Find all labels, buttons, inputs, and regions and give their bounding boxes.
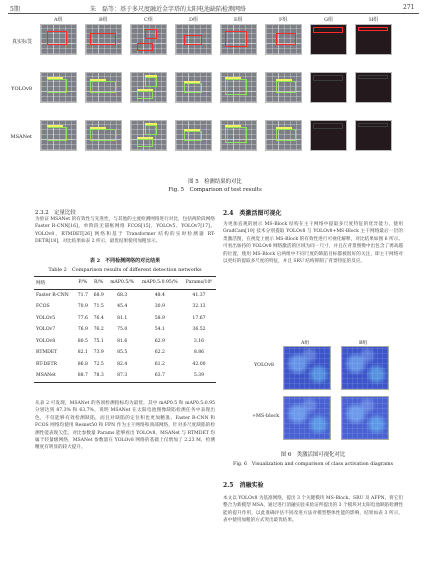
ground-truth-box	[47, 31, 67, 45]
detection-tag	[145, 75, 157, 77]
table-cell: YOLOv5	[36, 315, 56, 321]
table-cell: 87.3	[117, 373, 128, 379]
figure-5-caption-en: Fig. 5 Comparison of test results	[168, 187, 262, 193]
figure-5-caption-cn: 图 5 检测结果的对比	[188, 179, 242, 185]
comparison-table	[34, 276, 216, 383]
table-header-cell: R/%	[94, 280, 104, 286]
table-cell: 75.1	[93, 338, 104, 344]
result-cell-msanet-a	[40, 120, 77, 151]
section-2-3-2-analysis: 从表 2 可发现，MSANet 的各项检测指标均为最优，其中 mAP0.5 和 mAP0.5:0.95 分别达到 87.3% 和 63.7%，说明 MSANet 在太阳电池图像缺陷检测任务中表现出色，不仅能够有效检测缺陷，而且对缺陷的定位积也更加精准。Faster R-CNN 和 FCOS 网络均使用 Resnet50 和 FPN 作为主干网络和颈部网络，针对多尺度缺陷的检测性能表现欠佳。对比参数量 Params 能够看出 YOLOv8、MSANet 与 RTMDET 均属于轻量级网络，MSANet 参数量在 YOLOv8 网络的基础上仅增加了 2.23 M，检测精度有明显的较大提升。	[35, 401, 215, 451]
result-cell-yolov8-b	[85, 72, 122, 103]
header-rule	[8, 13, 419, 14]
table-cell: 71.5	[93, 304, 104, 310]
table-cell: 41.37	[192, 292, 206, 298]
result-cell-msanet-d	[175, 120, 212, 151]
result-cell-yolov8-c	[130, 72, 167, 103]
table-cell: 81.6	[117, 338, 128, 344]
page-number: 271	[403, 4, 415, 11]
result-cell-truth-a	[40, 24, 77, 55]
table-cell: 68.9	[93, 292, 104, 298]
detection-tag	[90, 127, 106, 129]
result-cell-msanet-h	[355, 120, 392, 151]
table-cell: 30.9	[154, 304, 165, 310]
detection-tag	[137, 89, 153, 91]
row-label-yolov8: YOLOv8	[11, 86, 32, 92]
detection-box	[225, 79, 247, 95]
figure-6-caption-cn: 图 6 类激活图可视化对比	[280, 452, 346, 458]
table-cell: FCOS	[36, 304, 50, 310]
table-cell: 78.3	[93, 373, 104, 379]
figure-6-row-yolov8: YOLOv8	[254, 363, 274, 368]
ground-truth-box	[358, 27, 388, 31]
detection-box	[276, 129, 296, 141]
result-cell-truth-c	[130, 24, 167, 55]
detection-box	[145, 125, 157, 135]
detection-box	[137, 139, 153, 147]
detection-box	[184, 83, 202, 93]
table-cell: 70.9	[77, 304, 88, 310]
table-header-cell: mAP0.5:0.95/%	[141, 280, 178, 286]
table-cell: MSANet	[36, 373, 56, 379]
section-2-4-body: 为更加直观的展示 MS-Block 结构在主干网络中提取多尺度特征的优异能力，使用 GradCam[19] 技术分别提取 YOLOv8 与 YOLOv8+MS-Block 主干网络最后一层的类激活图，在视觉上展示 MS-Block 的有效性进行可视化解释，对比结果如图 6 所示。可看出加持的 YOLOv8 网络激活的区域为同一尺寸，并且在背景图像中出包含了诱高越的位置，使用 MS-Block 后两组中不同尺度的缺陷目标都被很好的关注，即主干网络对以更好的提取多尺度的特征，并且 SRU 结构抑制了背景特征的反应。	[223, 222, 403, 265]
result-cell-yolov8-a	[40, 72, 77, 103]
result-cell-msanet-g	[310, 120, 347, 151]
table-cell: 42.00	[192, 361, 206, 367]
table-row	[34, 301, 216, 313]
table-cell: 32.13	[192, 304, 206, 310]
table-cell: YOLOv7	[36, 327, 56, 333]
table-cell: Faster R-CNN	[36, 292, 69, 298]
detection-tag	[225, 125, 241, 127]
detection-box	[90, 129, 116, 141]
result-cell-msanet-e	[220, 120, 257, 151]
result-cell-truth-d	[175, 24, 212, 55]
figure-6-head-b: B组	[359, 341, 368, 346]
detection-tag	[145, 123, 157, 125]
figure-5-group-b: B组	[99, 17, 108, 23]
table-cell: YOLOv8	[36, 338, 56, 344]
table-cell: 63.7	[154, 373, 165, 379]
table-row	[34, 336, 216, 348]
figure-6-row-msblock: +MS-block	[252, 414, 280, 419]
result-cell-truth-f	[265, 24, 302, 55]
result-cell-yolov8-g	[310, 72, 347, 103]
ground-truth-box	[145, 29, 157, 39]
table-cell: 80.5	[77, 338, 88, 344]
cam-yolov8-group-a	[283, 346, 331, 390]
figure-5-group-h: H组	[369, 17, 379, 23]
figure-5-group-c: C组	[144, 17, 153, 23]
result-cell-yolov8-d	[175, 72, 212, 103]
table-cell: 76.4	[93, 315, 104, 321]
table-cell: 48.4	[154, 292, 165, 298]
detection-tag	[47, 77, 63, 79]
table-cell: 82.1	[77, 350, 88, 356]
section-2-5-body: 本文以 YOLOv8 为基准网络，提出 3 个关键模块 MS-Block、SRU 及 AFPN。将它们整合为新模型 MSA，通过进行消融实验来验证所提出的 3 个模块对太阳电池缺陷检测性能的提升作用，以此准确评估不同改进方法对模型整体性能的影响，结果如表 3 所示，表中使用加粗的方式突出最优结果。	[223, 496, 403, 524]
table-row	[34, 370, 216, 382]
row-label-msanet: MSANet	[10, 134, 32, 140]
ground-truth-box	[313, 27, 343, 33]
ground-truth-box	[137, 43, 153, 51]
detection-box	[358, 75, 388, 79]
table-header-cell: P/%	[78, 280, 88, 286]
table-cell: 86.8	[77, 361, 88, 367]
figure-5-group-g: G组	[324, 17, 333, 23]
section-2-3-2-heading: 2.3.2 定量比较	[35, 210, 76, 216]
table-cell: 81.1	[117, 315, 128, 321]
result-cell-msanet-c	[130, 120, 167, 151]
ground-truth-box	[90, 33, 116, 45]
table-cell: 73.9	[93, 350, 104, 356]
figure-5-group-d: D组	[189, 17, 199, 23]
detection-tag	[47, 125, 63, 127]
table-2-caption-en: Table 2 Comparison results of different detection networks	[48, 267, 202, 273]
table-cell: 58.9	[154, 315, 165, 321]
detection-box	[358, 123, 388, 127]
section-2-5-heading: 2.5 消融实验	[223, 482, 264, 489]
result-cell-truth-e	[220, 24, 257, 55]
page-header-title: 朱 磊等：基于多尺度融近金字塔的太阳电池缺陷检测网络	[90, 6, 247, 13]
detection-box	[184, 131, 202, 141]
table-row	[34, 289, 216, 301]
table-cell: 8.86	[193, 350, 205, 356]
result-cell-yolov8-h	[355, 72, 392, 103]
table-cell: 61.2	[154, 361, 165, 367]
table-cell: RT-DETR	[36, 361, 57, 367]
detection-tag	[276, 127, 292, 129]
table-cell: 17.67	[192, 315, 206, 321]
table-cell: 45.4	[117, 304, 128, 310]
table-cell: 62.2	[154, 350, 165, 356]
detection-tag	[184, 129, 200, 131]
figure-6-caption-en: Fig. 6 Visualization and comparison of class activation diagrams	[233, 462, 393, 467]
detection-box	[313, 75, 343, 81]
ground-truth-box	[225, 31, 247, 47]
table-cell: 75.0	[117, 327, 128, 333]
table-cell: 82.4	[117, 361, 128, 367]
cam-yolov8-group-b	[341, 346, 389, 390]
table-cell: 76.2	[93, 327, 104, 333]
table-cell: 54.1	[154, 327, 165, 333]
result-cell-msanet-b	[85, 120, 122, 151]
table-cell: RTMDET	[36, 350, 58, 356]
cam-msblock-group-a	[283, 396, 331, 440]
result-cell-yolov8-e	[220, 72, 257, 103]
detection-tag	[90, 79, 106, 81]
table-cell: 3.16	[193, 338, 205, 344]
ground-truth-box	[276, 33, 296, 45]
detection-box	[145, 77, 157, 87]
table-cell: 76.9	[77, 327, 88, 333]
result-cell-truth-h	[355, 24, 392, 55]
table-cell: 62.9	[154, 338, 165, 344]
section-2-3-2-intro: 为验证 MSANet 的有效性与先进性，与其他的主流检测网络进行对比，包括两阶段网络 Faster R-CNN[16]，单阶段无锚框网络 FCOS[15]，YOLOv5、YOLOv7[17]、YOLOv8、RTMDET[26] 网络和基于 Transformer 结构的实时检测器 RT-DETR[18]，对比结果如表 2 所示，最优结果使用加粗显示。	[35, 217, 215, 245]
figure-5-group-f: F组	[279, 17, 288, 23]
detection-box	[47, 127, 67, 141]
table-cell: 36.52	[192, 327, 206, 333]
table-2-caption-cn: 表 2 不同检测网络的对比结果	[89, 258, 161, 264]
detection-box	[276, 81, 296, 93]
ground-truth-box	[184, 35, 202, 45]
detection-tag	[276, 79, 292, 81]
table-cell: 72.5	[93, 361, 104, 367]
table-cell: 88.7	[77, 373, 88, 379]
detection-box	[225, 127, 247, 143]
table-cell: 85.5	[117, 350, 128, 356]
result-cell-msanet-f	[265, 120, 302, 151]
table-cell: 71.7	[77, 292, 88, 298]
detection-box	[47, 79, 67, 93]
figure-6-head-a: A组	[301, 341, 310, 346]
result-cell-truth-b	[85, 24, 122, 55]
cam-msblock-group-b	[341, 396, 389, 440]
result-cell-yolov8-f	[265, 72, 302, 103]
table-cell: 5.39	[193, 373, 205, 379]
figure-5-group-a: A组	[54, 17, 63, 23]
detection-box	[313, 123, 343, 129]
table-row	[34, 313, 216, 325]
figure-5-group-e: E组	[234, 17, 243, 23]
detection-box	[137, 91, 153, 99]
row-label-ground-truth: 真实标签	[11, 39, 32, 45]
table-cell: 77.6	[77, 315, 88, 321]
table-header-cell: 网络	[36, 280, 46, 286]
section-2-4-heading: 2.4 类激活图可视化	[223, 210, 282, 217]
detection-tag	[137, 137, 153, 139]
table-cell: 68.3	[117, 292, 128, 298]
page-header-left: 5期	[10, 6, 20, 13]
result-cell-truth-g	[310, 24, 347, 55]
detection-tag	[225, 77, 241, 79]
detection-tag	[184, 81, 200, 83]
table-row	[34, 324, 216, 336]
table-row	[34, 359, 216, 371]
detection-box	[90, 81, 116, 93]
table-header-cell: Params/10⁶	[185, 280, 213, 286]
table-header-cell: mAP0.5/%	[110, 280, 135, 286]
table-row	[34, 347, 216, 359]
